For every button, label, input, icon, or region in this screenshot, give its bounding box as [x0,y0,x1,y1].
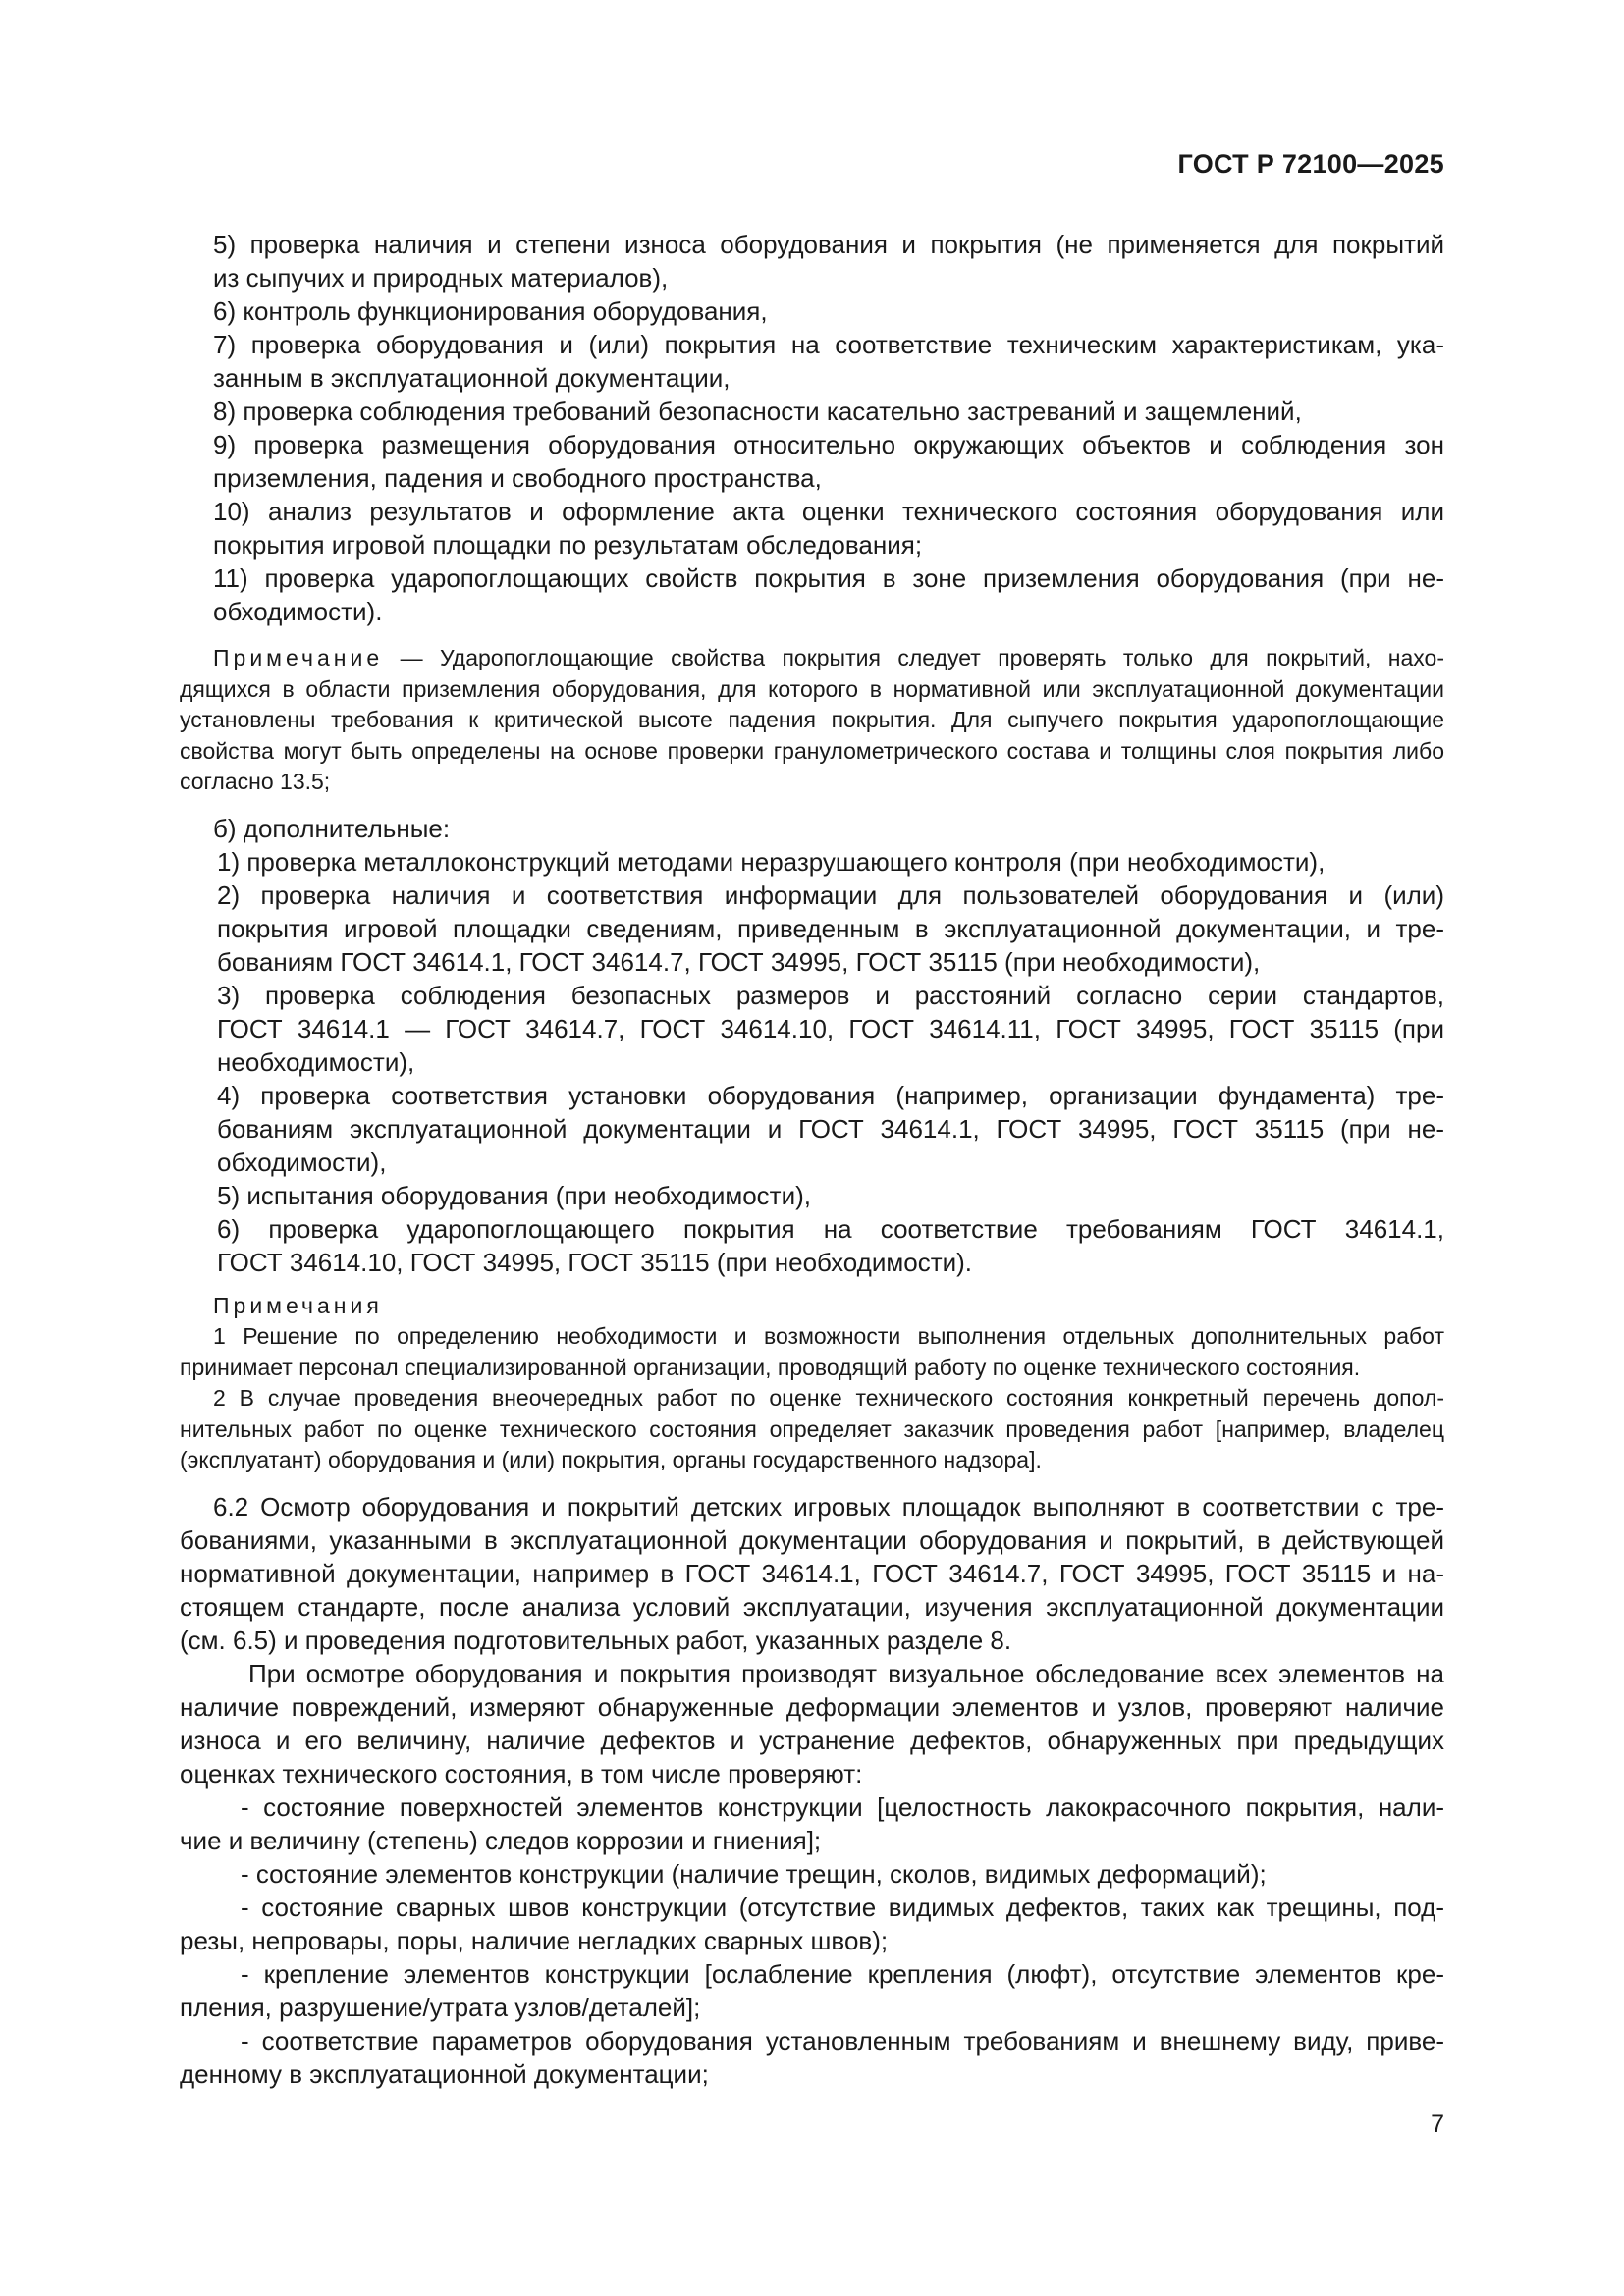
paragraph-line: При осмотре оборудования и покрытия производят визуальное обследование всех элементов на [248,1658,1444,1688]
list-item-line: ГОСТ 34614.10, ГОСТ 34995, ГОСТ 35115 (при необходимости). [217,1247,973,1277]
list-item-line: бованиям эксплуатационной документации и ГОСТ 34614.1, ГОСТ 34995, ГОСТ 35115 (при не- [217,1113,1444,1144]
list-item-line: 11) проверка ударопоглощающих свойств покрытия в зоне приземления оборудования (при не- [213,563,1444,593]
note-line: 2 В случае проведения внеочередных работ по оценке технического состояния конкретный перечень допол- [213,1385,1444,1411]
list-a-continued [180,228,1444,628]
note-block [180,643,1444,798]
list-item-line: 9) проверка размещения оборудования относительно окружающих объектов и соблюдения зон [213,430,1444,459]
paragraph-line: бованиями, указанными в эксплуатационной документации оборудования и покрытий, в действующей [180,1524,1444,1555]
document-code-header: ГОСТ Р 72100—2025 [1177,149,1444,179]
list-item-line: 4) проверка соответствия установки оборудования (например, организации фундамента) тре- [217,1080,1444,1110]
paragraph-line: оценках технического состояния, в том числе проверяют: [180,1758,863,1789]
list-item-line: бованиям ГОСТ 34614.1, ГОСТ 34614.7, ГОСТ 34995, ГОСТ 35115 (при необходимости), [217,946,1261,977]
list-item-line: ГОСТ 34614.1 — ГОСТ 34614.7, ГОСТ 34614.10, ГОСТ 34614.11, ГОСТ 34995, ГОСТ 35115 (при [217,1013,1444,1043]
bullet-line: пления, разрушение/утрата узлов/деталей]; [180,1992,701,2022]
list-item-line: 3) проверка соблюдения безопасных размеров и расстояний согласно серии стандартов, [217,980,1444,1010]
notes-block [180,1291,1444,1476]
paragraph-line: (см. 6.5) и проведения подготовительных работ, указанных разделе 8. [180,1625,1012,1655]
list-item-line: занным в эксплуатационной документации, [213,363,731,393]
note-line: согласно 13.5; [180,769,331,794]
list-item-line: покрытия игровой площадки по результатам обследования; [213,530,923,560]
list-item-line: 8) проверка соблюдения требований безопасности касательно застреваний и защемлений, [213,397,1302,426]
bullet-line: - состояние элементов конструкции (наличие трещин, сколов, видимых деформаций); [241,1858,1267,1889]
paragraph-line: 6.2 Осмотр оборудования и покрытий детских игровых площадок выполняют в соответствии с тре- [213,1491,1444,1522]
bullet-line: - состояние поверхностей элементов конструкции [целостность лакокрасочного покрытия, нали- [241,1791,1444,1822]
list-item-line: 6) проверка ударопоглощающего покрытия на соответствие требованиям ГОСТ 34614.1, [217,1213,1444,1244]
list-heading: б) дополнительные: [213,813,451,843]
note-line: 1 Решение по определению необходимости и возможности выполнения отдельных дополнительных работ [213,1323,1444,1349]
note-line: дящихся в области приземления оборудования, для которого в нормативной или эксплуатационной документации [180,675,1444,702]
page-number: 7 [1431,2110,1444,2138]
note-line: нительных работ по оценке технического состояния определяет заказчик проведения работ [например, владелец [180,1415,1444,1442]
list-item-line: 6) контроль функционирования оборудования, [213,296,768,326]
paragraph-line: стоящем стандарте, после анализа условий эксплуатации, изучения эксплуатационной документации [180,1591,1444,1622]
list-item-line: покрытия игровой площадки сведениям, приведенным в эксплуатационной документации, и тре- [217,913,1444,943]
list-item-line: обходимости), [217,1147,387,1177]
list-item-line: обходимости). [213,597,383,626]
note-line: свойства могут быть определены на основе проверки гранулометрического состава и толщины слоя покрытия либо [180,737,1444,764]
bullet-line: резы, непровары, поры, наличие негладких сварных швов); [180,1925,889,1955]
note-line: принимает персонал специализированной организации, проводящий работу по оценке технического состояния. [180,1354,1361,1380]
list-item-line: 5) проверка наличия и степени износа оборудования и покрытия (не применяется для покрытий [213,230,1444,259]
paragraph-line: износа и его величину, наличие дефектов и устранение дефектов, обнаруженных при предыдущих [180,1725,1444,1755]
bullet-line: чие и величину (степень) следов коррозии и гниения]; [180,1825,822,1855]
list-item-line: 2) проверка наличия и соответствия информации для пользователей оборудования и (или) [217,880,1444,910]
section-6-2 [180,1490,1444,2091]
list-item-line: 5) испытания оборудования (при необходимости), [217,1180,811,1210]
note-line: (эксплуатант) оборудования и (или) покрытия, органы государственного надзора]. [180,1447,1042,1472]
bullet-line: - соответствие параметров оборудования установленным требованиям и внешнему виду, приве- [241,2025,1444,2056]
notes-label: Примечания [213,1292,383,1318]
list-item-line: 1) проверка металлоконструкций методами неразрушающего контроля (при необходимости), [217,846,1326,877]
note-line: установлены требования к критической высоте падения покрытия. Для сыпучего покрытия ударопоглощающие [180,707,1444,732]
bullet-line: - состояние сварных швов конструкции (отсутствие видимых дефектов, таких как трещины, под- [241,1892,1444,1922]
page-content [180,228,1444,2091]
list-item-line: приземления, падения и свободного пространства, [213,463,822,493]
list-item-line: 10) анализ результатов и оформление акта оценки технического состояния оборудования или [213,497,1444,526]
note-first-line [180,643,1444,674]
note-text: — Ударопоглощающие свойства покрытия следует проверять только для покрытий, нахо- [383,645,1444,670]
paragraph-line: нормативной документации, например в ГОСТ 34614.1, ГОСТ 34614.7, ГОСТ 34995, ГОСТ 35115 и на- [180,1558,1444,1588]
list-item-line: необходимости), [217,1046,415,1077]
list-b [180,812,1444,1279]
bullet-line: денному в эксплуатационной документации; [180,2058,709,2089]
list-item-line: 7) проверка оборудования и (или) покрытия на соответствие техническим характеристикам, ука- [213,330,1444,359]
list-item-line: из сыпучих и природных материалов), [213,263,669,293]
paragraph-line: наличие повреждений, измеряют обнаруженные деформации элементов и узлов, проверяют наличие [180,1691,1444,1722]
bullet-line: - крепление элементов конструкции [ослабление крепления (люфт), отсутствие элементов кре- [241,1958,1444,1989]
note-label: Примечание [213,645,384,670]
